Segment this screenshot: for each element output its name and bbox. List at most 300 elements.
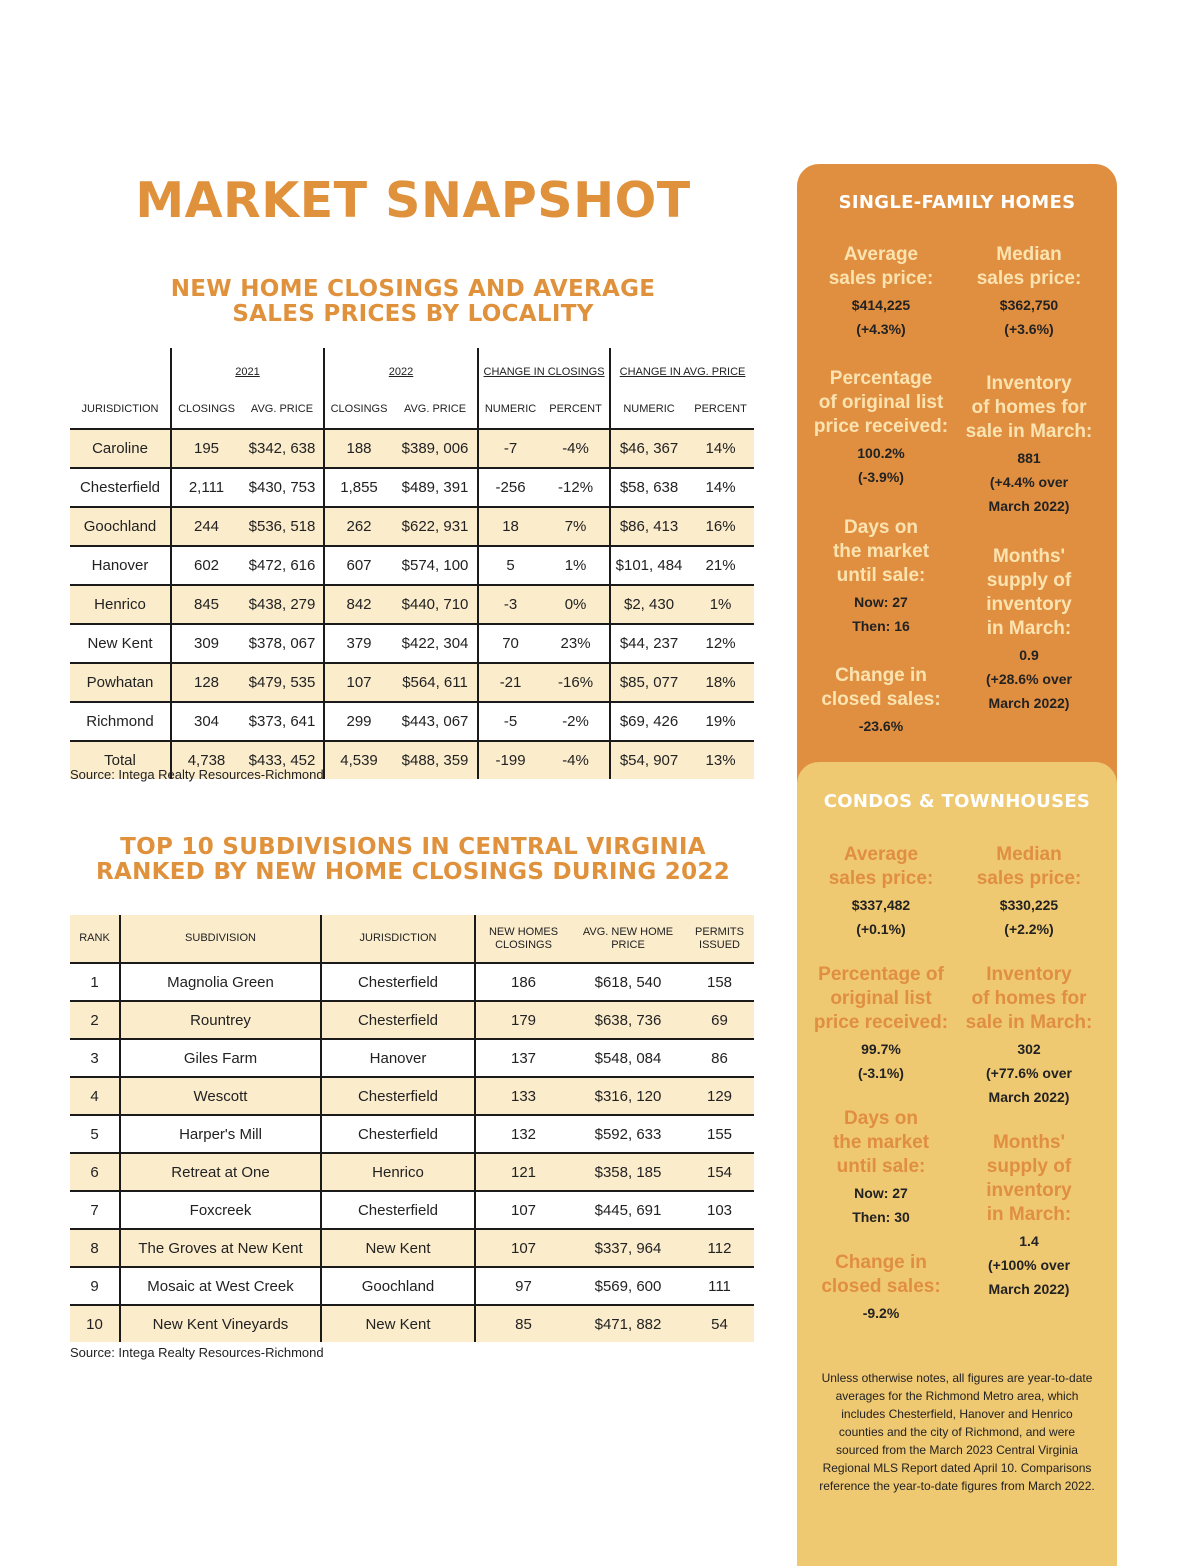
single-family-stat-months-supply [954, 545, 1104, 715]
cell-closings: 133 [475, 1077, 571, 1115]
col-header-price-2021: AVG. PRICE [250, 403, 314, 415]
table-row [70, 1039, 754, 1077]
stat-value [806, 714, 956, 738]
cell-price-change-pct: 19% [687, 702, 754, 741]
cell-closings: 107 [475, 1191, 571, 1229]
table-row [70, 1115, 754, 1153]
stat-label-line: Average [843, 844, 919, 865]
cell-price-change-pct: 14% [687, 429, 754, 468]
stat-label-line: sale in March: [965, 1012, 1093, 1033]
condos-stat-avg-sales-price [806, 843, 956, 941]
stat-value-line: March 2022) [988, 1281, 1070, 1297]
cell-closings-2021: 128 [171, 663, 241, 702]
cell-price-2022: $622, 931 [393, 507, 478, 546]
cell-jurisdiction: New Kent [321, 1305, 475, 1342]
cell-closings: 107 [475, 1229, 571, 1267]
single-family-stat-days-on-market [806, 516, 956, 638]
cell-jurisdiction: Hanover [321, 1039, 475, 1077]
col-header-permits-issued: PERMITS ISSUED [685, 915, 754, 963]
cell-price-2022: $422, 304 [393, 624, 478, 663]
cell-price-change-pct: 13% [687, 741, 754, 779]
cell-price-2021: $472, 616 [241, 546, 324, 585]
stat-label-line: sales price: [828, 268, 934, 289]
page-title: MARKET SNAPSHOT [135, 172, 691, 229]
cell-price-2021: $430, 753 [241, 468, 324, 507]
stat-label [806, 367, 956, 439]
cell-price-2022: $574, 100 [393, 546, 478, 585]
single-family-stat-inventory [954, 372, 1104, 518]
subdivisions-table [70, 915, 754, 1342]
single-family-panel [797, 164, 1117, 804]
stat-value-line: -23.6% [858, 718, 904, 734]
stat-label-line: Inventory [986, 373, 1072, 394]
stat-label-line: sales price: [828, 868, 934, 889]
closings-source: Source: Intega Realty Resources-Richmond [70, 767, 324, 782]
stat-value-line: Then: 30 [852, 1209, 910, 1225]
cell-price-2022: $389, 006 [393, 429, 478, 468]
cell-avg-price: $638, 736 [571, 1001, 685, 1039]
cell-closings-change: -5 [478, 702, 542, 741]
stat-label-line: in March: [986, 1204, 1072, 1225]
stat-label [806, 843, 956, 891]
table-row [70, 624, 754, 663]
methodology-footnote: Unless otherwise notes, all figures are year-to-date averages for the Richmond Metro area, which includes Chesterfield, Hanover and Henrico counties and the city of Richmond, and were sourced from the March 2023 Central Virginia Regional MLS Report dated April 10. Comparisons reference the year-to-date figures from March 2022. [819, 1371, 1095, 1493]
condos-stat-pct-list-price [806, 963, 956, 1085]
cell-jurisdiction: Chesterfield [70, 468, 171, 507]
col-header-closings-numeric: NUMERIC [478, 381, 542, 429]
table-row [70, 429, 754, 468]
stat-label-line: Percentage of [818, 964, 944, 985]
cell-closings-change: -21 [478, 663, 542, 702]
cell-subdivision: Giles Farm [120, 1039, 321, 1077]
cell-price-2022: $443, 067 [393, 702, 478, 741]
cell-rank: 6 [70, 1153, 120, 1191]
table-row [70, 1267, 754, 1305]
cell-closings-2022: 107 [324, 663, 393, 702]
cell-jurisdiction: Powhatan [70, 663, 171, 702]
cell-closings-change: -7 [478, 429, 542, 468]
stat-label-line: Change in [835, 665, 927, 686]
cell-rank: 10 [70, 1305, 120, 1342]
cell-closings-2022: 607 [324, 546, 393, 585]
stat-label-line: the market [832, 1132, 930, 1153]
cell-closings: 121 [475, 1153, 571, 1191]
stat-label-line: Median [996, 844, 1062, 865]
cell-subdivision: Wescott [120, 1077, 321, 1115]
cell-subdivision: Mosaic at West Creek [120, 1267, 321, 1305]
cell-price-2022: $440, 710 [393, 585, 478, 624]
cell-avg-price: $548, 084 [571, 1039, 685, 1077]
col-header-closings-percent: PERCENT [549, 403, 602, 415]
cell-closings-change: -3 [478, 585, 542, 624]
stat-value [954, 1229, 1104, 1301]
cell-avg-price: $316, 120 [571, 1077, 685, 1115]
table-row [70, 1153, 754, 1191]
col-header-price-numeric: NUMERIC [610, 381, 687, 429]
cell-closings-change-pct: 23% [542, 624, 610, 663]
stat-value-line: $337,482 [851, 897, 911, 913]
stat-label-line: Change in [835, 1252, 927, 1273]
cell-price-change: $44, 237 [610, 624, 687, 663]
cell-price-2021: $536, 518 [241, 507, 324, 546]
cell-jurisdiction: Goochland [321, 1267, 475, 1305]
stat-label-line: inventory [986, 594, 1072, 615]
cell-rank: 9 [70, 1267, 120, 1305]
cell-permits: 103 [685, 1191, 754, 1229]
stat-value-line: (+0.1%) [856, 921, 906, 937]
col-header-price-percent: PERCENT [694, 403, 747, 415]
stat-value-line: 1.4 [1019, 1233, 1039, 1249]
stat-label [954, 372, 1104, 444]
stat-label-line: sale in March: [965, 421, 1093, 442]
col-header-jurisdiction: JURISDICTION [321, 915, 475, 963]
stat-label-line: supply of [986, 1156, 1072, 1177]
col-header-avg-new-home-price: AVG. NEW HOME PRICE [571, 915, 685, 963]
cell-price-2021: $378, 067 [241, 624, 324, 663]
stat-label-line: in March: [986, 618, 1072, 639]
cell-jurisdiction: New Kent [321, 1229, 475, 1267]
cell-permits: 154 [685, 1153, 754, 1191]
cell-price-change: $86, 413 [610, 507, 687, 546]
stat-label-line: Days on [844, 1108, 918, 1129]
stat-label-line: price received: [813, 416, 949, 437]
cell-subdivision: The Groves at New Kent [120, 1229, 321, 1267]
stat-label [954, 1131, 1104, 1227]
cell-closings-change: 18 [478, 507, 542, 546]
cell-price-change: $46, 367 [610, 429, 687, 468]
subdivisions-source: Source: Intega Realty Resources-Richmond [70, 1345, 324, 1360]
cell-closings-change-pct: -4% [542, 429, 610, 468]
cell-rank: 1 [70, 963, 120, 1001]
stat-value-line: 0.9 [1019, 647, 1039, 663]
cell-closings-2021: 309 [171, 624, 241, 663]
subdivisions-header-row [70, 915, 754, 963]
stat-label-line: sales price: [976, 868, 1082, 889]
cell-permits: 86 [685, 1039, 754, 1077]
table-row [70, 963, 754, 1001]
cell-jurisdiction: Total [70, 741, 171, 779]
stat-label-line: Median [996, 244, 1062, 265]
cell-permits: 111 [685, 1267, 754, 1305]
stat-value [806, 441, 956, 489]
cell-closings-2022: 299 [324, 702, 393, 741]
condos-stat-months-supply [954, 1131, 1104, 1301]
table-row [70, 585, 754, 624]
cell-closings-change-pct: -2% [542, 702, 610, 741]
stat-value-line: Now: 27 [854, 594, 908, 610]
cell-rank: 2 [70, 1001, 120, 1039]
stat-label-line: of homes for [971, 988, 1087, 1009]
cell-jurisdiction: Chesterfield [321, 1191, 475, 1229]
cell-price-2021: $342, 638 [241, 429, 324, 468]
cell-closings-change-pct: -16% [542, 663, 610, 702]
cell-permits: 158 [685, 963, 754, 1001]
table-row [70, 663, 754, 702]
cell-closings-change-pct: 0% [542, 585, 610, 624]
col-header-subdivision: SUBDIVISION [120, 915, 321, 963]
cell-price-2022: $488, 359 [393, 741, 478, 779]
stat-value [954, 293, 1104, 341]
single-family-stat-pct-list-price [806, 367, 956, 489]
condos-title: CONDOS & TOWNHOUSES [823, 791, 1091, 812]
stat-value-line: 100.2% [857, 445, 905, 461]
cell-closings-2022: 262 [324, 507, 393, 546]
table-row [70, 546, 754, 585]
table-row [70, 1077, 754, 1115]
group-header-change-closings: CHANGE IN CLOSINGS [478, 348, 610, 381]
cell-price-2022: $489, 391 [393, 468, 478, 507]
cell-closings: 85 [475, 1305, 571, 1342]
stat-label-line: supply of [986, 570, 1072, 591]
single-family-stat-change-closed-sales [806, 664, 956, 738]
cell-closings-2022: 1,855 [324, 468, 393, 507]
group-header-2021: 2021 [171, 348, 324, 381]
cell-closings: 132 [475, 1115, 571, 1153]
cell-rank: 7 [70, 1191, 120, 1229]
cell-closings-change: -256 [478, 468, 542, 507]
condos-stat-inventory [954, 963, 1104, 1109]
cell-closings-2021: 4,738 [171, 741, 241, 779]
stat-label-line: inventory [986, 1180, 1072, 1201]
stat-label-line: original list [830, 988, 932, 1009]
single-family-title: SINGLE-FAMILY HOMES [838, 192, 1076, 213]
stat-value [954, 446, 1104, 518]
cell-price-change-pct: 14% [687, 468, 754, 507]
single-family-stat-avg-sales-price [806, 243, 956, 341]
stat-label-line: closed sales: [821, 1276, 941, 1297]
stat-value-line: 881 [1017, 450, 1041, 466]
condos-stat-change-closed-sales [806, 1251, 956, 1325]
cell-subdivision: Magnolia Green [120, 963, 321, 1001]
stat-value-line: $362,750 [999, 297, 1059, 313]
cell-subdivision: Retreat at One [120, 1153, 321, 1191]
cell-jurisdiction: Chesterfield [321, 1001, 475, 1039]
cell-price-2021: $373, 641 [241, 702, 324, 741]
stat-label-line: Inventory [986, 964, 1072, 985]
stat-value-line: (-3.1%) [858, 1065, 904, 1081]
stat-label [806, 1251, 956, 1299]
stat-value-line: (+3.6%) [1004, 321, 1054, 337]
stat-value [806, 1181, 956, 1229]
cell-avg-price: $358, 185 [571, 1153, 685, 1191]
cell-subdivision: New Kent Vineyards [120, 1305, 321, 1342]
cell-jurisdiction: Hanover [70, 546, 171, 585]
cell-rank: 4 [70, 1077, 120, 1115]
col-header-price-2022: AVG. PRICE [403, 403, 467, 415]
cell-closings-2021: 195 [171, 429, 241, 468]
closings-table [70, 348, 754, 779]
cell-jurisdiction: Henrico [321, 1153, 475, 1191]
stat-label-line: Months' [992, 546, 1066, 567]
cell-avg-price: $618, 540 [571, 963, 685, 1001]
cell-permits: 69 [685, 1001, 754, 1039]
stat-value [954, 643, 1104, 715]
cell-closings-2021: 304 [171, 702, 241, 741]
stat-label [806, 516, 956, 588]
cell-closings-change: 70 [478, 624, 542, 663]
closings-column-header-row [70, 381, 754, 429]
stat-value [806, 1301, 956, 1325]
cell-closings-2021: 2,111 [171, 468, 241, 507]
cell-closings-change-pct: 7% [542, 507, 610, 546]
cell-closings-2021: 244 [171, 507, 241, 546]
closings-section-title [70, 277, 756, 327]
cell-jurisdiction: Goochland [70, 507, 171, 546]
stat-label-line: Percentage [829, 368, 933, 389]
closings-title-line1: NEW HOME CLOSINGS AND AVERAGE [170, 276, 656, 302]
closings-group-header-row [70, 348, 754, 381]
condos-panel [797, 762, 1117, 1566]
stat-value [806, 590, 956, 638]
cell-permits: 129 [685, 1077, 754, 1115]
stat-label [954, 243, 1104, 291]
cell-permits: 155 [685, 1115, 754, 1153]
cell-closings: 186 [475, 963, 571, 1001]
cell-jurisdiction: Caroline [70, 429, 171, 468]
stat-value [806, 893, 956, 941]
cell-price-change: $101, 484 [610, 546, 687, 585]
stat-label-line: until sale: [836, 1156, 926, 1177]
cell-closings-2021: 602 [171, 546, 241, 585]
stat-label-line: Days on [844, 517, 918, 538]
table-row [70, 468, 754, 507]
stat-label-line: Months' [992, 1132, 1066, 1153]
subdivisions-title-line2: RANKED BY NEW HOME CLOSINGS DURING 2022 [95, 859, 731, 885]
stat-value-line: (-3.9%) [858, 469, 904, 485]
stat-value-line: (+100% over [987, 1257, 1071, 1273]
table-row [70, 1001, 754, 1039]
stat-value [806, 293, 956, 341]
cell-closings-2022: 379 [324, 624, 393, 663]
single-family-stat-median-sales-price [954, 243, 1104, 341]
stat-label-line: the market [832, 541, 930, 562]
cell-rank: 3 [70, 1039, 120, 1077]
stat-label [954, 963, 1104, 1035]
cell-jurisdiction: Henrico [70, 585, 171, 624]
stat-value-line: March 2022) [988, 498, 1070, 514]
table-row [70, 1229, 754, 1267]
stat-label [954, 545, 1104, 641]
stat-value-line: (+77.6% over [986, 1065, 1072, 1081]
subdivisions-title-line1: TOP 10 SUBDIVISIONS IN CENTRAL VIRGINIA [120, 834, 706, 860]
cell-closings-change: 5 [478, 546, 542, 585]
cell-closings-2021: 845 [171, 585, 241, 624]
stat-label [806, 963, 956, 1035]
stat-value-line: Now: 27 [854, 1185, 908, 1201]
cell-closings-change-pct: -12% [542, 468, 610, 507]
stat-label-line: of homes for [971, 397, 1087, 418]
table-row [70, 1305, 754, 1342]
cell-price-change-pct: 12% [687, 624, 754, 663]
stat-value [954, 893, 1104, 941]
cell-price-change-pct: 21% [687, 546, 754, 585]
cell-price-change-pct: 1% [687, 585, 754, 624]
cell-closings-change: -199 [478, 741, 542, 779]
cell-price-change: $54, 907 [610, 741, 687, 779]
cell-price-change: $2, 430 [610, 585, 687, 624]
col-header-closings-2022: CLOSINGS [324, 381, 393, 429]
cell-price-2021: $479, 535 [241, 663, 324, 702]
stat-value-line: (+4.3%) [856, 321, 906, 337]
stat-value-line: (+28.6% over [986, 671, 1072, 687]
cell-avg-price: $569, 600 [571, 1267, 685, 1305]
cell-price-change-pct: 18% [687, 663, 754, 702]
cell-price-change: $69, 426 [610, 702, 687, 741]
stat-label [806, 243, 956, 291]
stat-value-line: 99.7% [861, 1041, 901, 1057]
cell-jurisdiction: New Kent [70, 624, 171, 663]
cell-price-2022: $564, 611 [393, 663, 478, 702]
cell-price-change: $58, 638 [610, 468, 687, 507]
col-header-jurisdiction: JURISDICTION [81, 403, 159, 415]
stat-value-line: (+2.2%) [1004, 921, 1054, 937]
cell-permits: 54 [685, 1305, 754, 1342]
cell-closings: 179 [475, 1001, 571, 1039]
table-row [70, 1191, 754, 1229]
cell-jurisdiction: Richmond [70, 702, 171, 741]
cell-rank: 5 [70, 1115, 120, 1153]
cell-avg-price: $337, 964 [571, 1229, 685, 1267]
cell-avg-price: $471, 882 [571, 1305, 685, 1342]
cell-jurisdiction: Chesterfield [321, 1115, 475, 1153]
cell-price-2021: $438, 279 [241, 585, 324, 624]
stat-label [806, 1107, 956, 1179]
stat-value-line: -9.2% [862, 1305, 900, 1321]
cell-subdivision: Rountrey [120, 1001, 321, 1039]
stat-value [954, 1037, 1104, 1109]
stat-value-line: $414,225 [851, 297, 911, 313]
stat-label-line: until sale: [836, 565, 926, 586]
col-header-new-homes-closings: NEW HOMES CLOSINGS [475, 915, 571, 963]
cell-closings-change-pct: 1% [542, 546, 610, 585]
cell-subdivision: Foxcreek [120, 1191, 321, 1229]
subdivisions-section-title [70, 835, 756, 885]
stat-label-line: sales price: [976, 268, 1082, 289]
table-row [70, 507, 754, 546]
cell-jurisdiction: Chesterfield [321, 1077, 475, 1115]
cell-closings: 137 [475, 1039, 571, 1077]
cell-avg-price: $445, 691 [571, 1191, 685, 1229]
cell-closings-change-pct: -4% [542, 741, 610, 779]
cell-closings: 97 [475, 1267, 571, 1305]
cell-price-change-pct: 16% [687, 507, 754, 546]
stat-label-line: of original list [818, 392, 944, 413]
stat-value-line: 302 [1017, 1041, 1041, 1057]
cell-closings-2022: 842 [324, 585, 393, 624]
cell-subdivision: Harper's Mill [120, 1115, 321, 1153]
closings-title-line2: SALES PRICES BY LOCALITY [232, 301, 594, 327]
table-row [70, 702, 754, 741]
stat-value-line: March 2022) [988, 1089, 1070, 1105]
group-header-2022: 2022 [324, 348, 478, 381]
cell-jurisdiction: Chesterfield [321, 963, 475, 1001]
stat-value-line: March 2022) [988, 695, 1070, 711]
stat-value-line: $330,225 [999, 897, 1059, 913]
cell-closings-2022: 188 [324, 429, 393, 468]
cell-permits: 112 [685, 1229, 754, 1267]
stat-value-line: (+4.4% over [989, 474, 1069, 490]
col-header-rank: RANK [70, 915, 120, 963]
condos-stat-median-sales-price [954, 843, 1104, 941]
stat-label-line: price received: [813, 1012, 949, 1033]
condos-stat-days-on-market [806, 1107, 956, 1229]
stat-label [806, 664, 956, 712]
cell-avg-price: $592, 633 [571, 1115, 685, 1153]
stat-label [954, 843, 1104, 891]
cell-price-2021: $433, 452 [241, 741, 324, 779]
cell-rank: 8 [70, 1229, 120, 1267]
stat-label-line: Average [843, 244, 919, 265]
